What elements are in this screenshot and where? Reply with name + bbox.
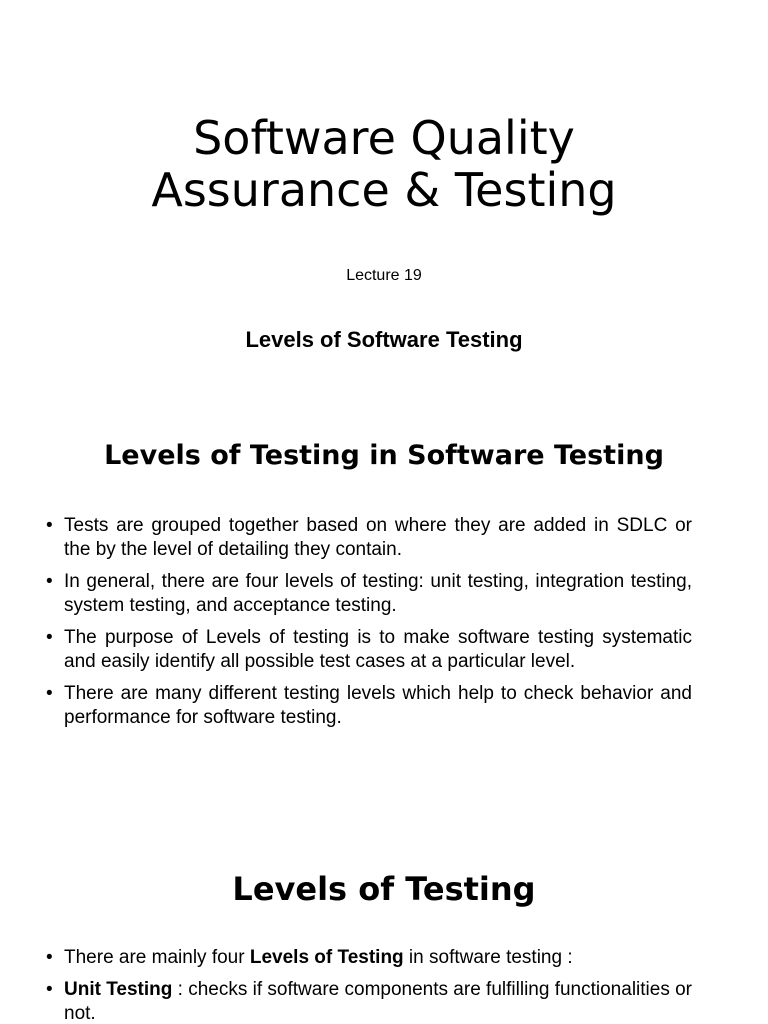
title-line-2: Assurance & Testing	[151, 163, 617, 217]
page-title	[0, 112, 768, 216]
list-item	[46, 946, 692, 970]
list-item-text: There are many different testing levels which help to check behavior and performance for software testing.	[64, 683, 692, 728]
bullet-marker	[46, 626, 60, 650]
list-item-text-bold: Unit Testing	[64, 979, 173, 1000]
page-subtitle: Levels of Software Testing	[245, 327, 523, 352]
list-item-text: In general, there are four levels of testing: unit testing, integration testing, system testing, and acceptance testing.	[64, 571, 692, 616]
bullet-marker	[46, 682, 60, 706]
list-item-text-after: : checks if software components are fulfilling functionalities or not.	[64, 979, 693, 1024]
list-item	[46, 626, 692, 674]
list-item-text-bold: Levels of Testing	[249, 947, 404, 968]
list-item-text-after: in software testing :	[403, 947, 573, 968]
lecture-number: Lecture 19	[346, 267, 422, 284]
list-item	[46, 514, 692, 562]
bullet-marker	[46, 946, 60, 970]
list-item-text: The purpose of Levels of testing is to make software testing systematic and easily identify all possible test cases at a particular level.	[64, 627, 692, 672]
list-item	[46, 978, 692, 1024]
bullet-list-levels-of-testing	[46, 946, 692, 1024]
section-heading-levels-of-testing: Levels of Testing	[232, 870, 536, 908]
bullet-marker	[46, 978, 60, 1002]
title-line-1: Software Quality	[193, 111, 575, 165]
list-item-text-before: There are mainly four	[64, 947, 250, 968]
bullet-marker	[46, 570, 60, 594]
bullet-marker	[46, 514, 60, 538]
bullet-list-levels-in-testing	[46, 514, 692, 738]
list-item	[46, 682, 692, 730]
list-item	[46, 570, 692, 618]
list-item-text: Tests are grouped together based on where they are added in SDLC or the by the level of detailing they contain.	[64, 515, 692, 560]
section-heading-levels-in-testing: Levels of Testing in Software Testing	[104, 440, 664, 471]
